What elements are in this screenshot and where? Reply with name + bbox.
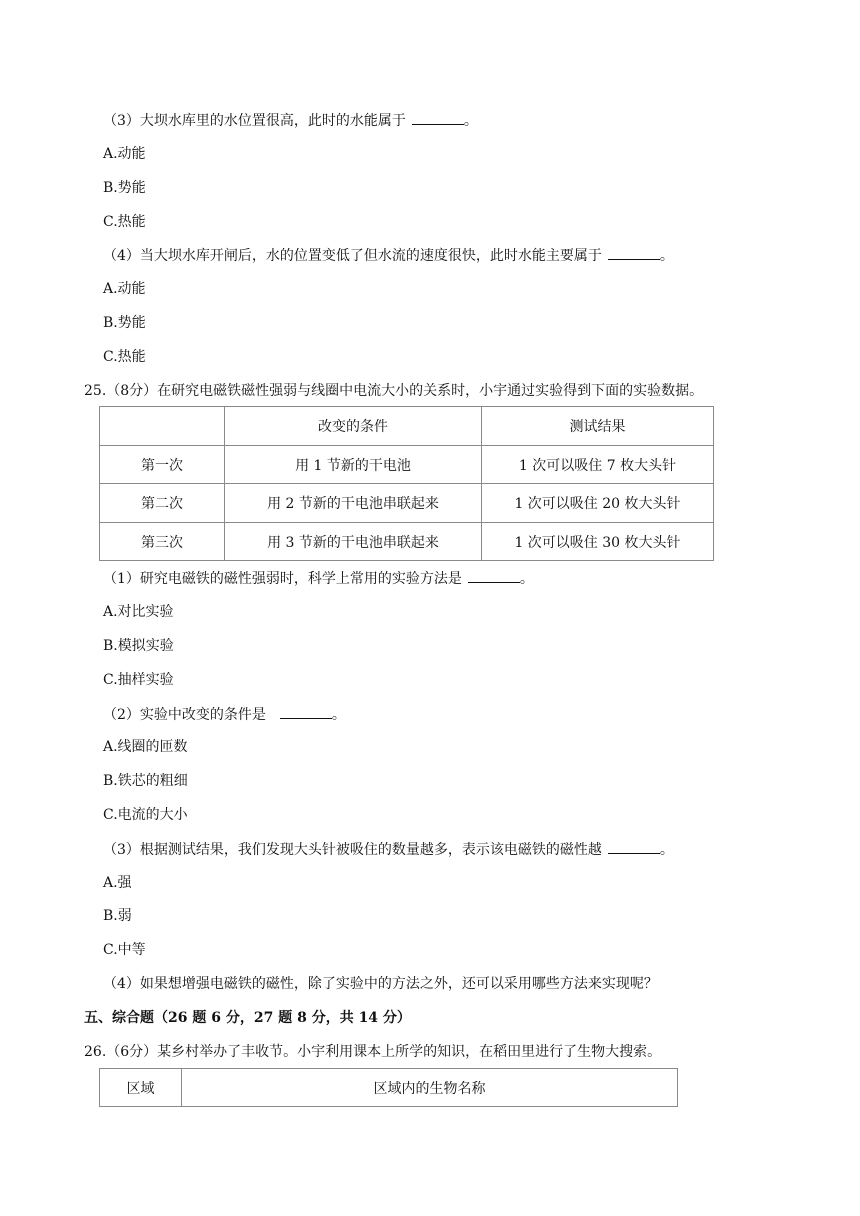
table-cell: 1 次可以吸住 30 枚大头针 bbox=[482, 523, 714, 561]
option-c: C.热能 bbox=[103, 214, 146, 230]
section-heading: 五、综合题（26 题 6 分，27 题 8 分，共 14 分） bbox=[84, 1010, 411, 1026]
table-cell: 用 3 节新的干电池串联起来 bbox=[225, 523, 482, 561]
table-cell: 第二次 bbox=[100, 484, 225, 523]
option-c: C.热能 bbox=[103, 349, 146, 365]
answer-blank[interactable] bbox=[412, 110, 464, 125]
option-a: A.强 bbox=[103, 875, 132, 891]
q24-sub3: （3）大坝水库里的水位置很高，此时的水能属于 。 bbox=[103, 110, 478, 131]
q25-sub2: （2）实验中改变的条件是 。 bbox=[103, 704, 346, 725]
answer-blank[interactable] bbox=[608, 245, 660, 260]
table-header-cell: 区域 bbox=[100, 1069, 182, 1107]
q24-sub4: （4）当大坝水库开闸后，水的位置变低了但水流的速度很快，此时水能主要属于 。 bbox=[103, 245, 674, 266]
q25-data-table bbox=[99, 406, 714, 561]
option-c: C.抽样实验 bbox=[103, 672, 174, 688]
option-a: A.线圈的匝数 bbox=[103, 739, 188, 755]
table-header-row bbox=[100, 407, 714, 446]
option-b: B.势能 bbox=[103, 315, 146, 331]
answer-blank[interactable] bbox=[468, 568, 520, 583]
table-cell: 第三次 bbox=[100, 523, 225, 561]
table-row bbox=[100, 446, 714, 484]
table-header-cell: 测试结果 bbox=[482, 407, 714, 446]
table-cell: 1 次可以吸住 7 枚大头针 bbox=[482, 446, 714, 484]
q26-stem: 26.（6分）某乡村举办了丰收节。小宇利用课本上所学的知识，在稻田里进行了生物大搜索。 bbox=[84, 1044, 662, 1060]
option-c: C.电流的大小 bbox=[103, 807, 188, 823]
answer-blank[interactable] bbox=[608, 839, 660, 854]
option-b: B.模拟实验 bbox=[103, 638, 174, 654]
table-row bbox=[100, 523, 714, 561]
table-cell: 用 1 节新的干电池 bbox=[225, 446, 482, 484]
option-a: A.对比实验 bbox=[103, 604, 174, 620]
q25-sub3: （3）根据测试结果，我们发现大头针被吸住的数量越多，表示该电磁铁的磁性越 。 bbox=[103, 839, 674, 860]
option-a: A.动能 bbox=[103, 281, 146, 297]
option-b: B.势能 bbox=[103, 180, 146, 196]
option-b: B.铁芯的粗细 bbox=[103, 773, 188, 789]
table-header-cell: 改变的条件 bbox=[225, 407, 482, 446]
q25-stem: 25.（8分）在研究电磁铁磁性强弱与线圈中电流大小的关系时，小宇通过实验得到下面的实验数据。 bbox=[84, 383, 704, 399]
table-header-cell: 区域内的生物名称 bbox=[182, 1069, 678, 1107]
q26-table bbox=[99, 1068, 678, 1107]
table-header-row bbox=[100, 1069, 678, 1107]
answer-blank[interactable] bbox=[280, 704, 332, 719]
table-cell: 1 次可以吸住 20 枚大头针 bbox=[482, 484, 714, 523]
q25-sub1: （1）研究电磁铁的磁性强弱时，科学上常用的实验方法是 。 bbox=[103, 568, 534, 589]
table-cell: 用 2 节新的干电池串联起来 bbox=[225, 484, 482, 523]
table-row bbox=[100, 484, 714, 523]
option-a: A.动能 bbox=[103, 146, 146, 162]
table-header-cell bbox=[100, 407, 225, 446]
option-c: C.中等 bbox=[103, 942, 146, 958]
q25-sub4: （4）如果想增强电磁铁的磁性，除了实验中的方法之外，还可以采用哪些方法来实现呢？ bbox=[103, 976, 658, 992]
table-cell: 第一次 bbox=[100, 446, 225, 484]
option-b: B.弱 bbox=[103, 908, 132, 924]
